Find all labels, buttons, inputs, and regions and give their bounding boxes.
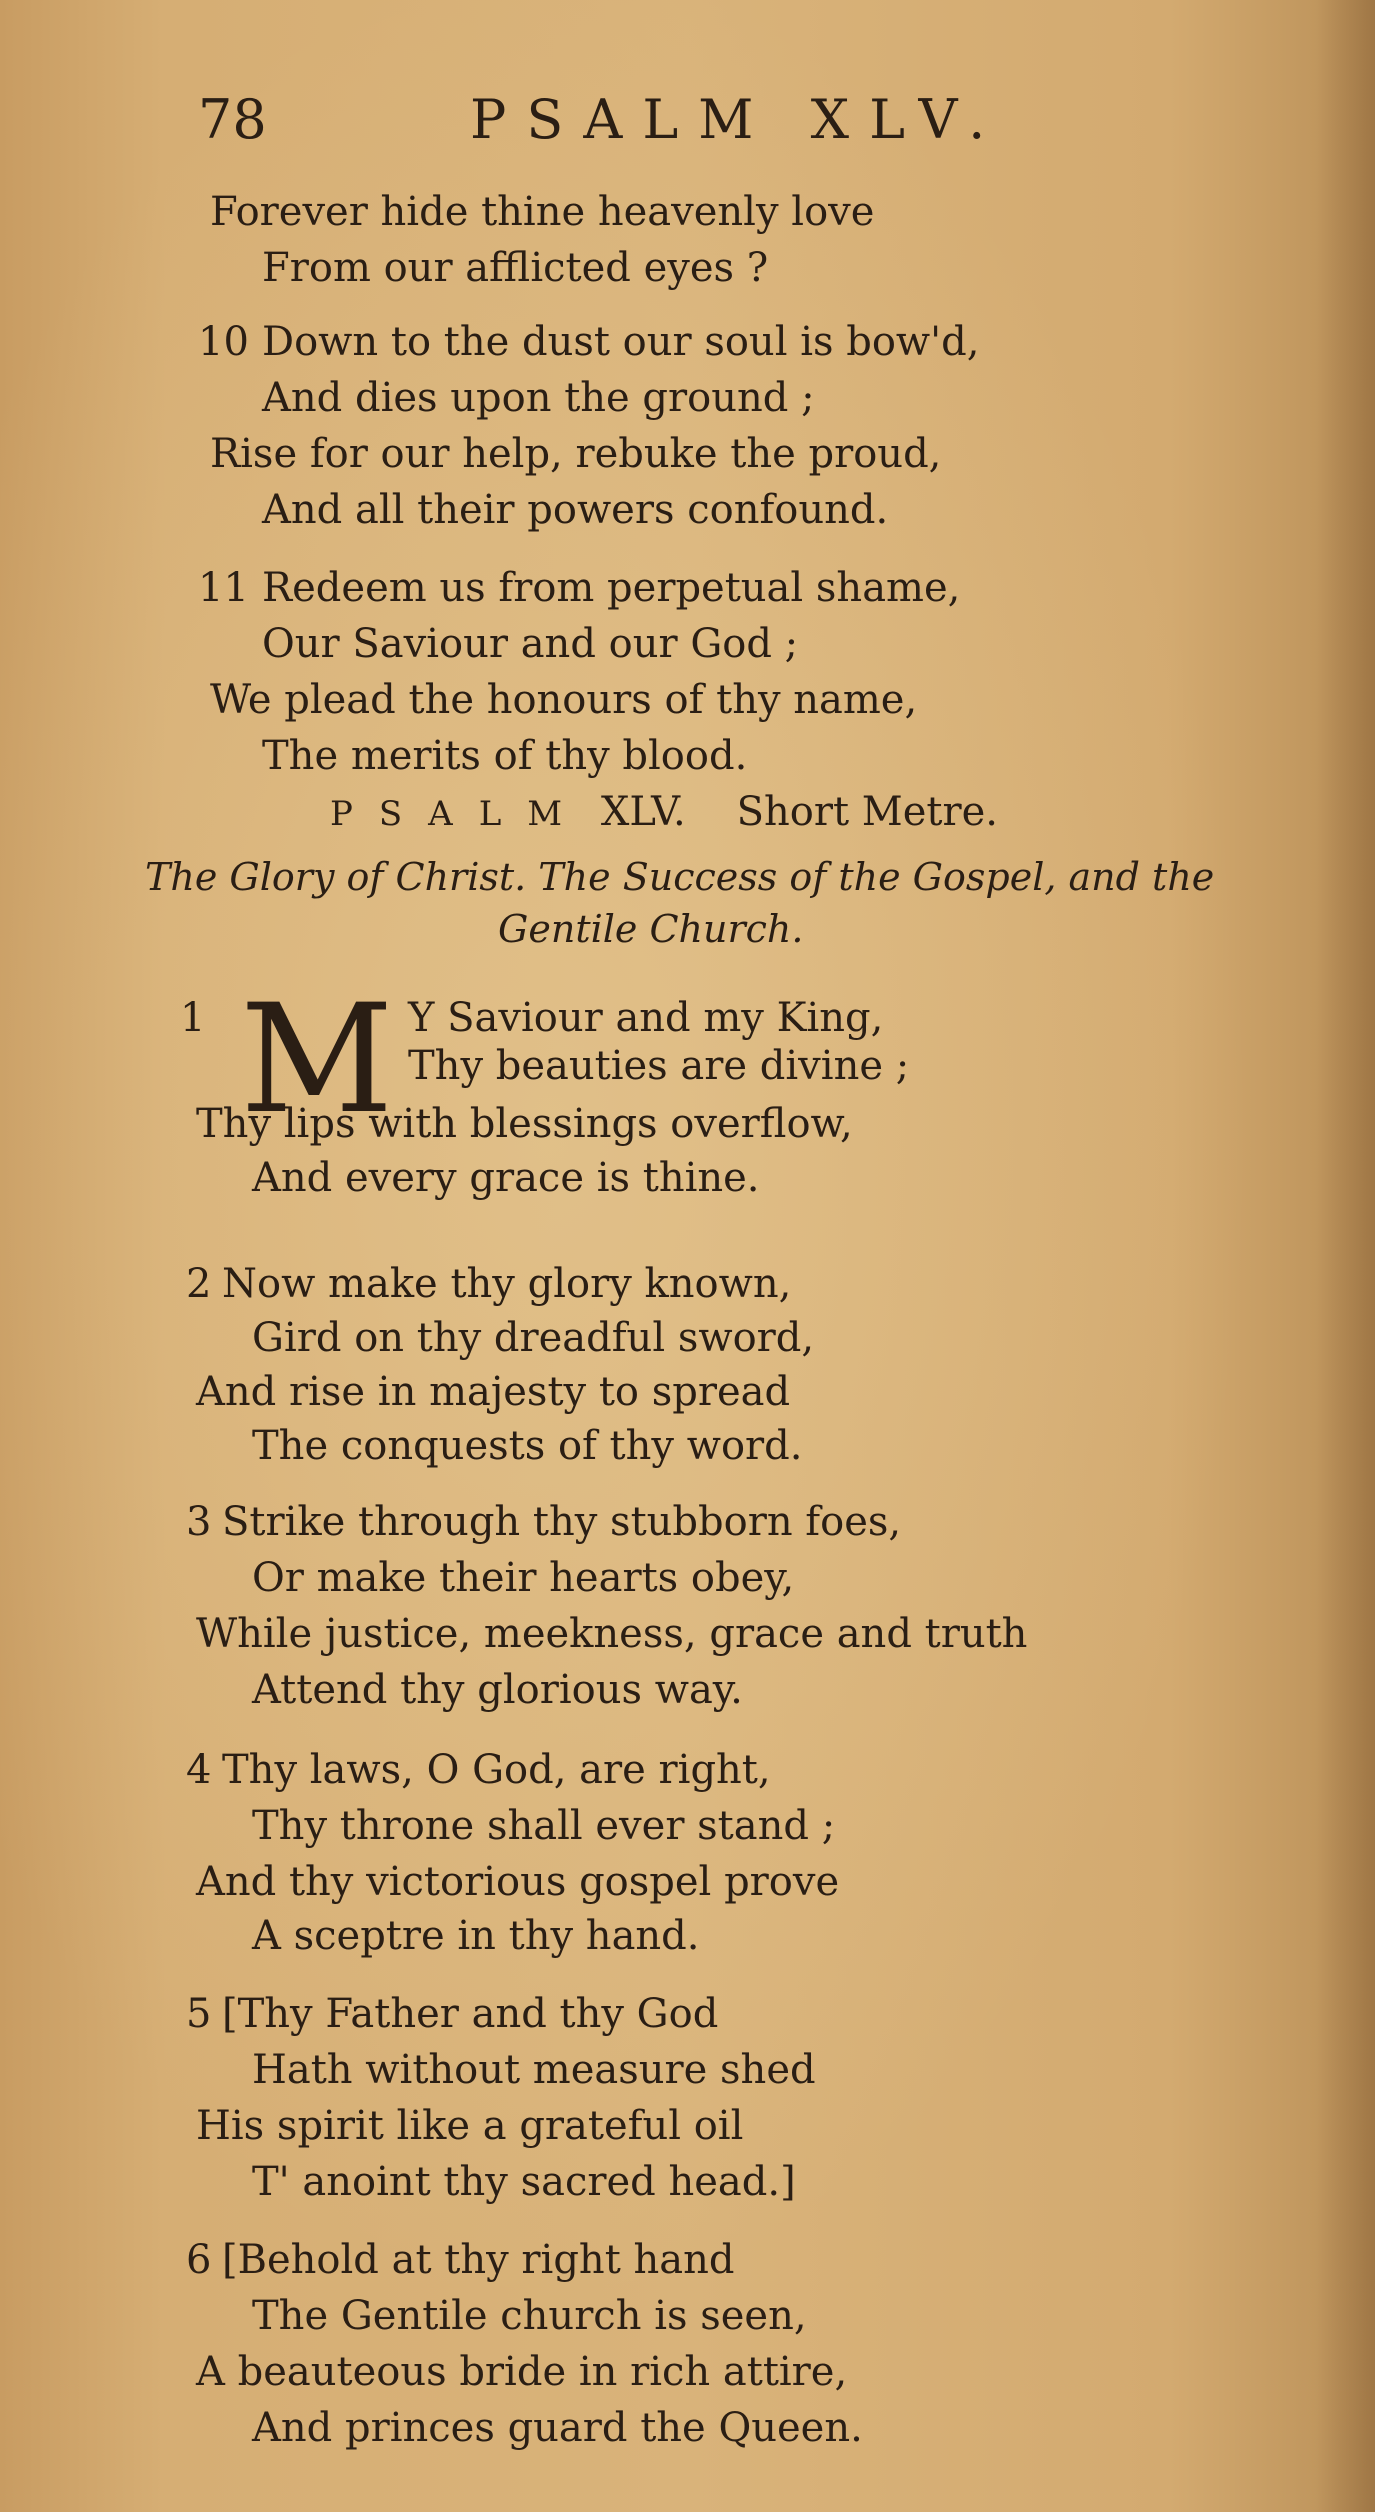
page-number: 78 (198, 88, 267, 151)
verse-1-line-1: Y Saviour and my King, (408, 995, 884, 1041)
verse-5-line-1: [Thy Father and thy God (222, 1991, 719, 2037)
verse-6-line-3: A beauteous bride in rich attire, (196, 2349, 848, 2395)
stanza-10-line-4: And all their powers confound. (262, 487, 889, 533)
verse-1-dropcap: M (240, 973, 394, 1147)
verse-3-line-3: While justice, meekness, grace and truth (196, 1611, 1028, 1657)
stanza-11-line-2: Our Saviour and our God ; (262, 621, 799, 667)
psalm-heading-metre: Short Metre. (736, 789, 998, 835)
verse-6-number: 6 (186, 2237, 212, 2283)
page-header (0, 88, 1375, 168)
verse-6-line-2: The Gentile church is seen, (252, 2293, 807, 2339)
verse-3-line-4: Attend thy glorious way. (252, 1667, 743, 1713)
verse-5-line-2: Hath without measure shed (252, 2047, 816, 2093)
verse-3-line-1: Strike through thy stubborn foes, (222, 1499, 902, 1545)
stanza-11-line-4: The merits of thy blood. (262, 733, 748, 779)
verse-5-line-3: His spirit like a grateful oil (196, 2103, 744, 2149)
verse-2-line-2: Gird on thy dreadful sword, (252, 1315, 815, 1361)
verse-6-line-1: [Behold at thy right hand (222, 2237, 735, 2283)
verse-2-line-1-bound: Now make thy glory known, (222, 1261, 792, 1307)
stanza-10-number: 10 (198, 319, 249, 365)
psalm-heading-numeral: XLV. (600, 789, 686, 835)
running-title: PSALM XLV. (470, 88, 1006, 151)
verse-5-number: 5 (186, 1991, 212, 2037)
psalm-heading (330, 789, 998, 835)
verse-2-line-3: And rise in majesty to spread (196, 1369, 791, 1415)
top-line-1: Forever hide thine heavenly love (210, 189, 875, 235)
psalm-subtitle-line-1: The Glory of Christ. The Success of the Gospel, and the (145, 855, 1215, 899)
verse-4-number: 4 (186, 1747, 212, 1793)
verse-1-line-4: And every grace is thine. (252, 1155, 760, 1201)
psalm-heading-word: PSALM (330, 794, 589, 834)
stanza-11-number: 11 (198, 565, 249, 611)
verse-3-number: 3 (186, 1499, 212, 1545)
verse-2-number: 2 (186, 1261, 212, 1307)
verse-6-line-4: And princes guard the Queen. (252, 2405, 863, 2451)
verse-2-line-4: The conquests of thy word. (252, 1423, 803, 1469)
verse-4-line-4: A sceptre in thy hand. (252, 1913, 700, 1959)
verse-1-line-2: Thy beauties are divine ; (408, 1043, 910, 1089)
stanza-10-line-1: Down to the dust our soul is bow'd, (262, 319, 980, 365)
verse-4-line-3: And thy victorious gospel prove (196, 1859, 840, 1905)
stanza-11-line-3: We plead the honours of thy name, (210, 677, 918, 723)
stanza-10-line-3: Rise for our help, rebuke the proud, (210, 431, 942, 477)
verse-1-line-3: Thy lips with blessings overflow, (196, 1101, 853, 1147)
verse-5-line-4: T' anoint thy sacred head.] (252, 2159, 796, 2205)
verse-4-line-1: Thy laws, O God, are right, (222, 1747, 771, 1793)
top-line-2: From our afflicted eyes ? (262, 245, 769, 291)
psalm-subtitle-line-2: Gentile Church. (498, 907, 804, 951)
stanza-11-line-1: Redeem us from perpetual shame, (262, 565, 961, 611)
verse-1-number: 1 (180, 995, 206, 1041)
page-edge-shadow (1315, 0, 1375, 2512)
verse-4-line-2: Thy throne shall ever stand ; (252, 1803, 836, 1849)
stanza-10-line-2: And dies upon the ground ; (262, 375, 815, 421)
verse-3-line-2: Or make their hearts obey, (252, 1555, 795, 1601)
